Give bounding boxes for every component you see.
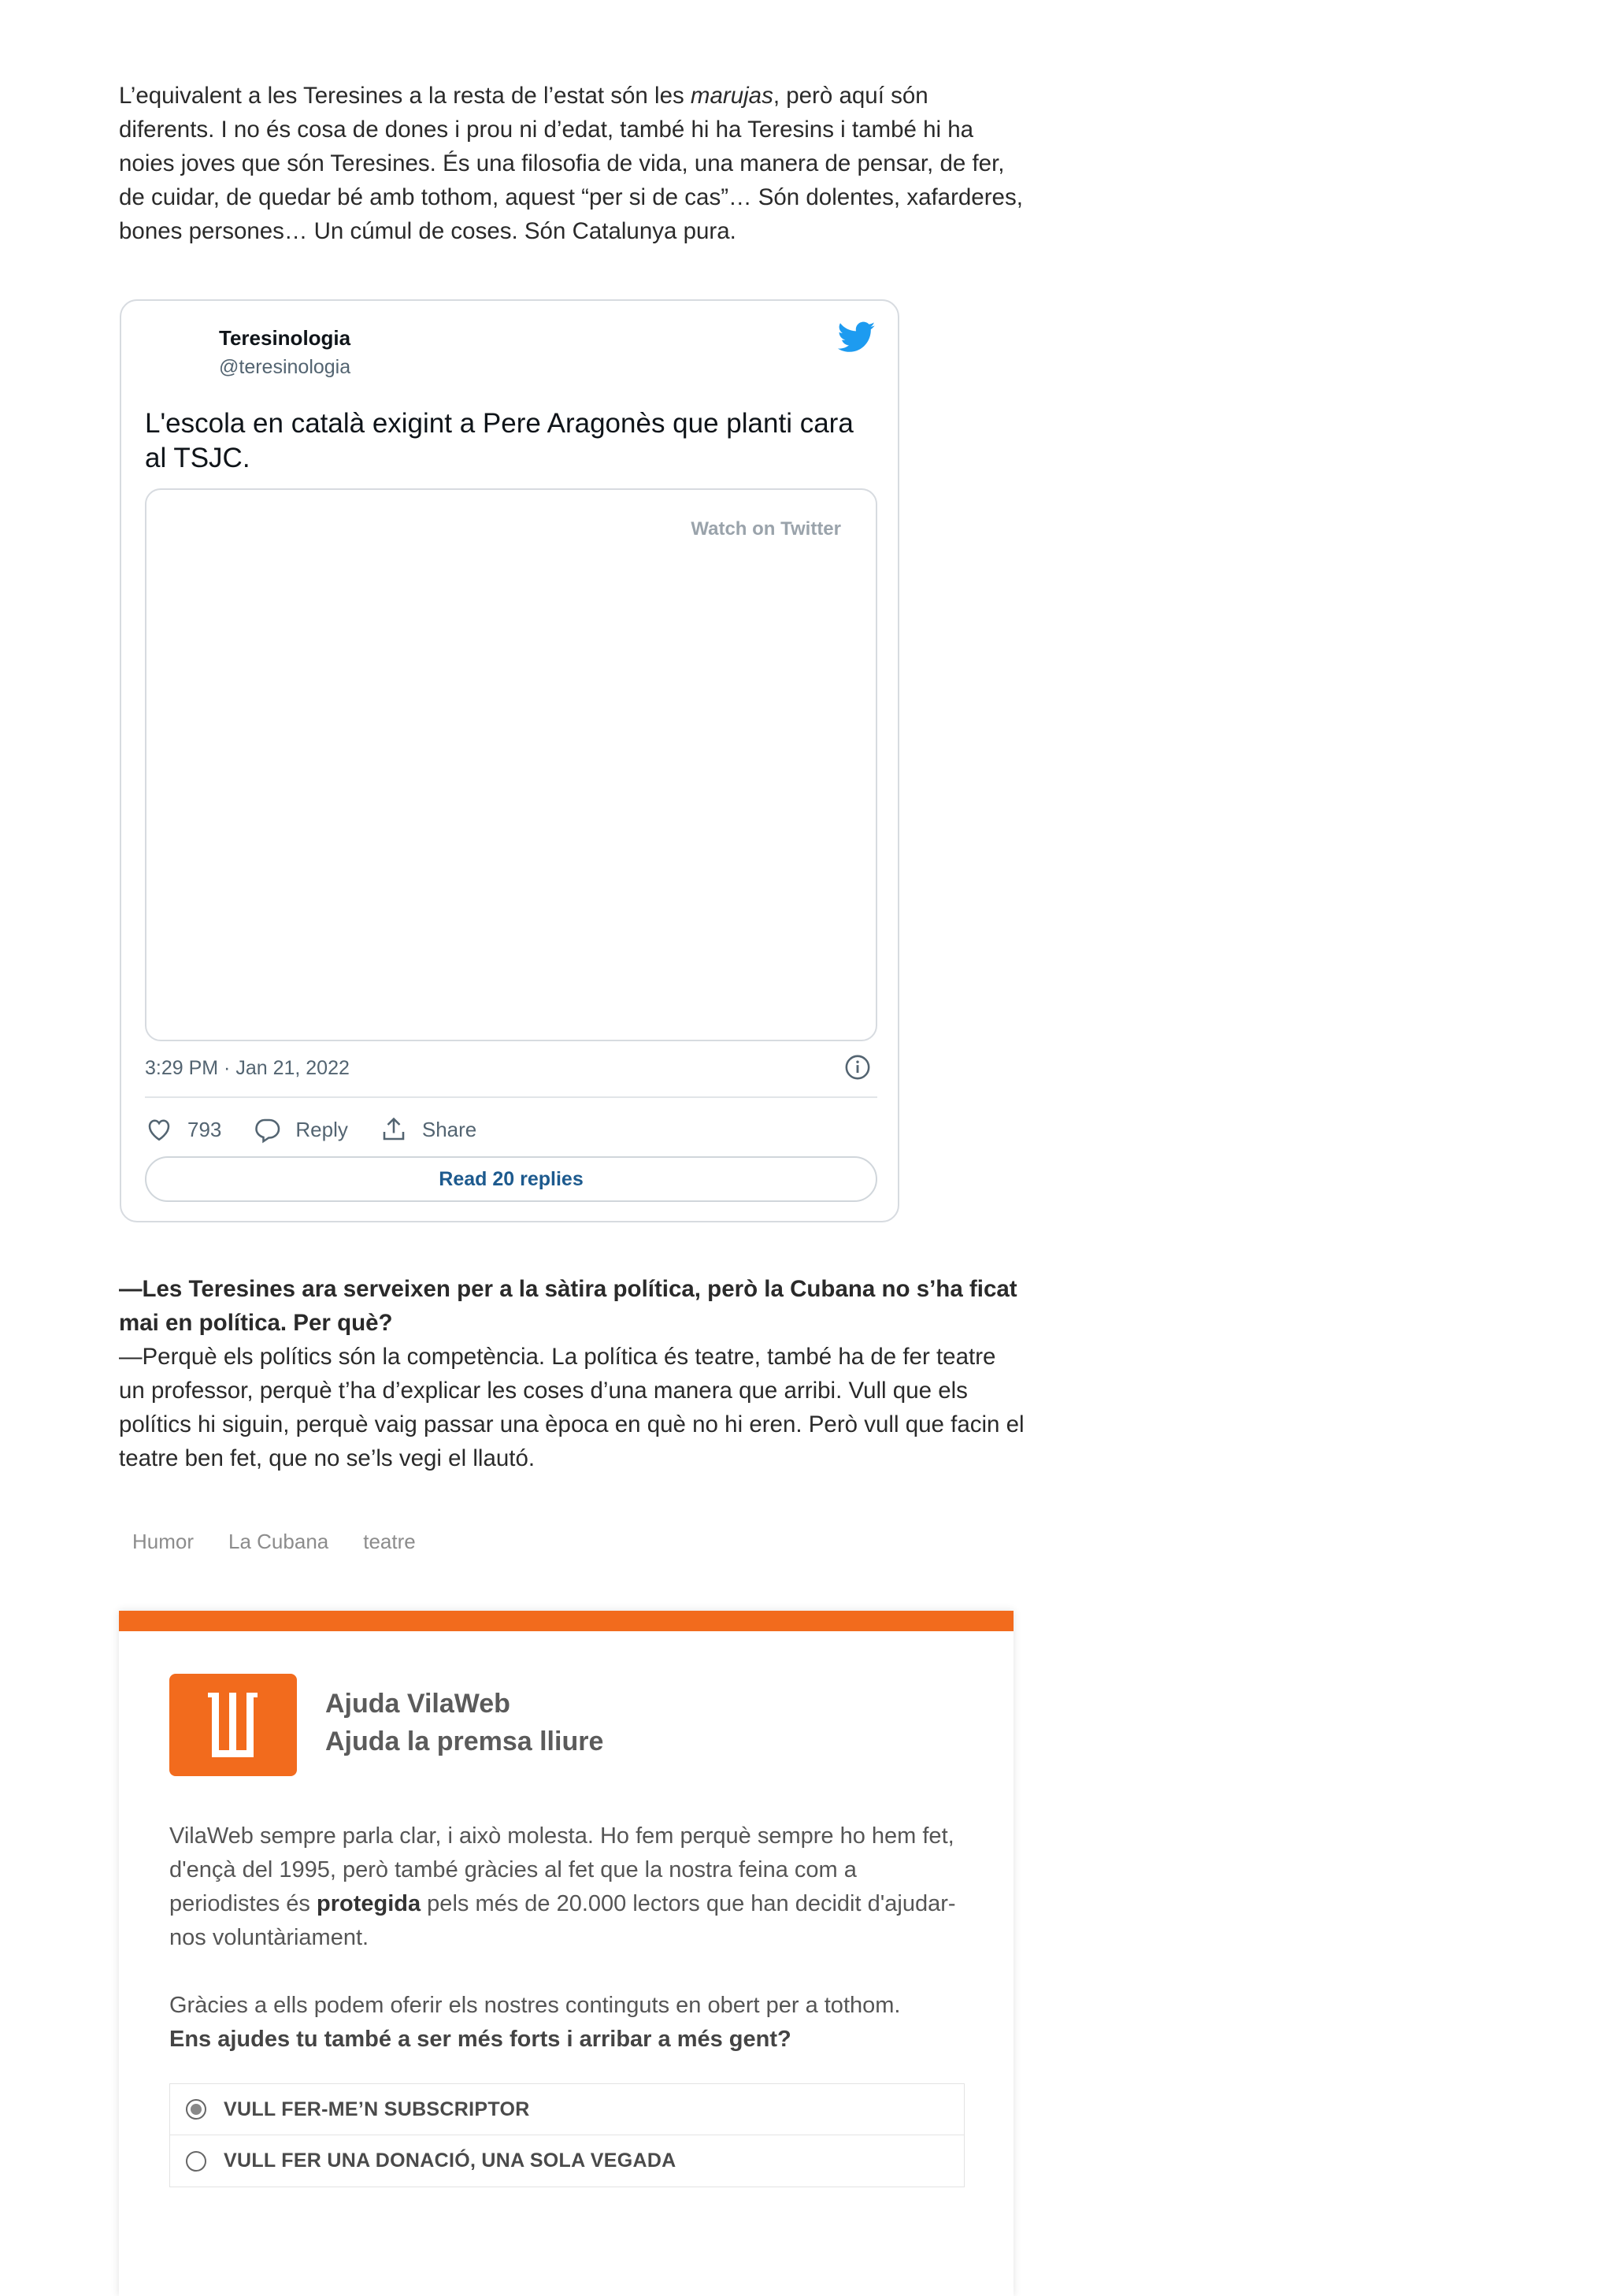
embedded-tweet <box>120 299 899 1222</box>
reply-label: Reply <box>295 1117 348 1141</box>
radio-selected-icon[interactable] <box>186 2099 206 2120</box>
share-button[interactable] <box>380 1115 476 1144</box>
tweet-divider <box>145 1096 877 1098</box>
share-label: Share <box>421 1117 477 1141</box>
read-replies-button[interactable]: Read 20 replies <box>145 1156 877 1202</box>
support-options <box>169 2083 965 2187</box>
share-upload-icon <box>380 1115 408 1144</box>
interview-answer: —Perquè els polítics són la competència. La política és teatre, també ha de fer teatre un professor, perquè t’ha d’explicar les coses d’una manera que arribi. Vull que els polítics hi siguin, perquè vaig passar una època en què no hi eren. Però vull que facin el teatre ben fet, que no se’ls vegi el llautó. <box>119 1344 1025 1471</box>
tweet-text: L'escola en català exigint a Pere Aragonès que planti cara al TSJC. <box>145 408 854 473</box>
italic-term: marujas <box>690 83 773 109</box>
option-donate-once[interactable]: VULL FER UNA DONACIÓ, UNA SOLA VEGADA <box>169 2135 965 2187</box>
interview-question: —Les Teresines ara serveixen per a la sàtira política, però la Cubana no s’ha ficat mai en política. Per què? <box>119 1276 1017 1336</box>
support-accent-bar <box>119 1611 1014 1631</box>
vilaweb-logo <box>169 1674 297 1776</box>
reply-bubble-icon <box>253 1115 281 1144</box>
article-tags <box>132 1530 450 1554</box>
like-count: 793 <box>187 1117 222 1141</box>
article-intro-paragraph: L’equivalent a les Teresines a la resta de l’estat són les marujas, però aquí són diferents. I no és cosa de dones i prou ni d’edat, també hi ha Teresins i també hi ha noies joves que són Teresines. És una filosofia de vida, una manera de pensar, de fer, de cuidar, de quedar bé amb tothom, aquest “per si de cas”… Són dolentes, xafarderes, bones persones… Un cúmul de coses. Són Catalunya pura. <box>119 83 1023 244</box>
tag-link[interactable]: La Cubana <box>228 1530 329 1553</box>
support-ask: Ens ajudes tu també a ser més forts i arribar a més gent? <box>169 2027 791 2052</box>
tweet-video-player[interactable] <box>145 488 877 1041</box>
support-body-paragraph: VilaWeb sempre parla clar, i això molesta. Ho fem perquè sempre ho hem fet, d'ençà del 1995, però també gràcies al fet que la nostra feina com a periodistes és protegida pels més de 20.000 lectors que han decidit d'ajudar-nos voluntàriament. <box>169 1823 956 1950</box>
tweet-author-name[interactable]: Teresinologia <box>219 326 351 350</box>
support-title: Ajuda VilaWeb Ajuda la premsa lliure <box>325 1689 604 1756</box>
support-body-paragraph: Gràcies a ells podem oferir els nostres continguts en obert per a tothom. Ens ajudes tu també a ser més forts i arribar a més gent? <box>169 1993 901 2052</box>
watch-on-twitter-link[interactable]: Watch on Twitter <box>691 518 841 540</box>
reply-button[interactable] <box>253 1115 347 1144</box>
tag-link[interactable]: Humor <box>132 1530 195 1553</box>
twitter-bird-icon[interactable] <box>838 318 876 356</box>
option-subscribe[interactable]: VULL FER-ME’N SUBSCRIPTOR <box>169 2083 965 2135</box>
like-button[interactable] <box>145 1115 221 1144</box>
tweet-timestamp[interactable]: 3:29 PM · Jan 21, 2022 <box>145 1057 350 1079</box>
info-icon[interactable] <box>844 1054 871 1081</box>
tag-link[interactable]: teatre <box>363 1530 416 1553</box>
support-body <box>169 1819 965 2057</box>
radio-empty-icon[interactable] <box>186 2151 206 2172</box>
heart-icon <box>145 1115 173 1144</box>
interview-qa <box>119 1272 1025 1475</box>
support-vilaweb-box <box>119 1611 1014 2296</box>
tweet-author-handle[interactable]: @teresinologia <box>219 356 351 378</box>
tweet-actions <box>145 1112 508 1147</box>
